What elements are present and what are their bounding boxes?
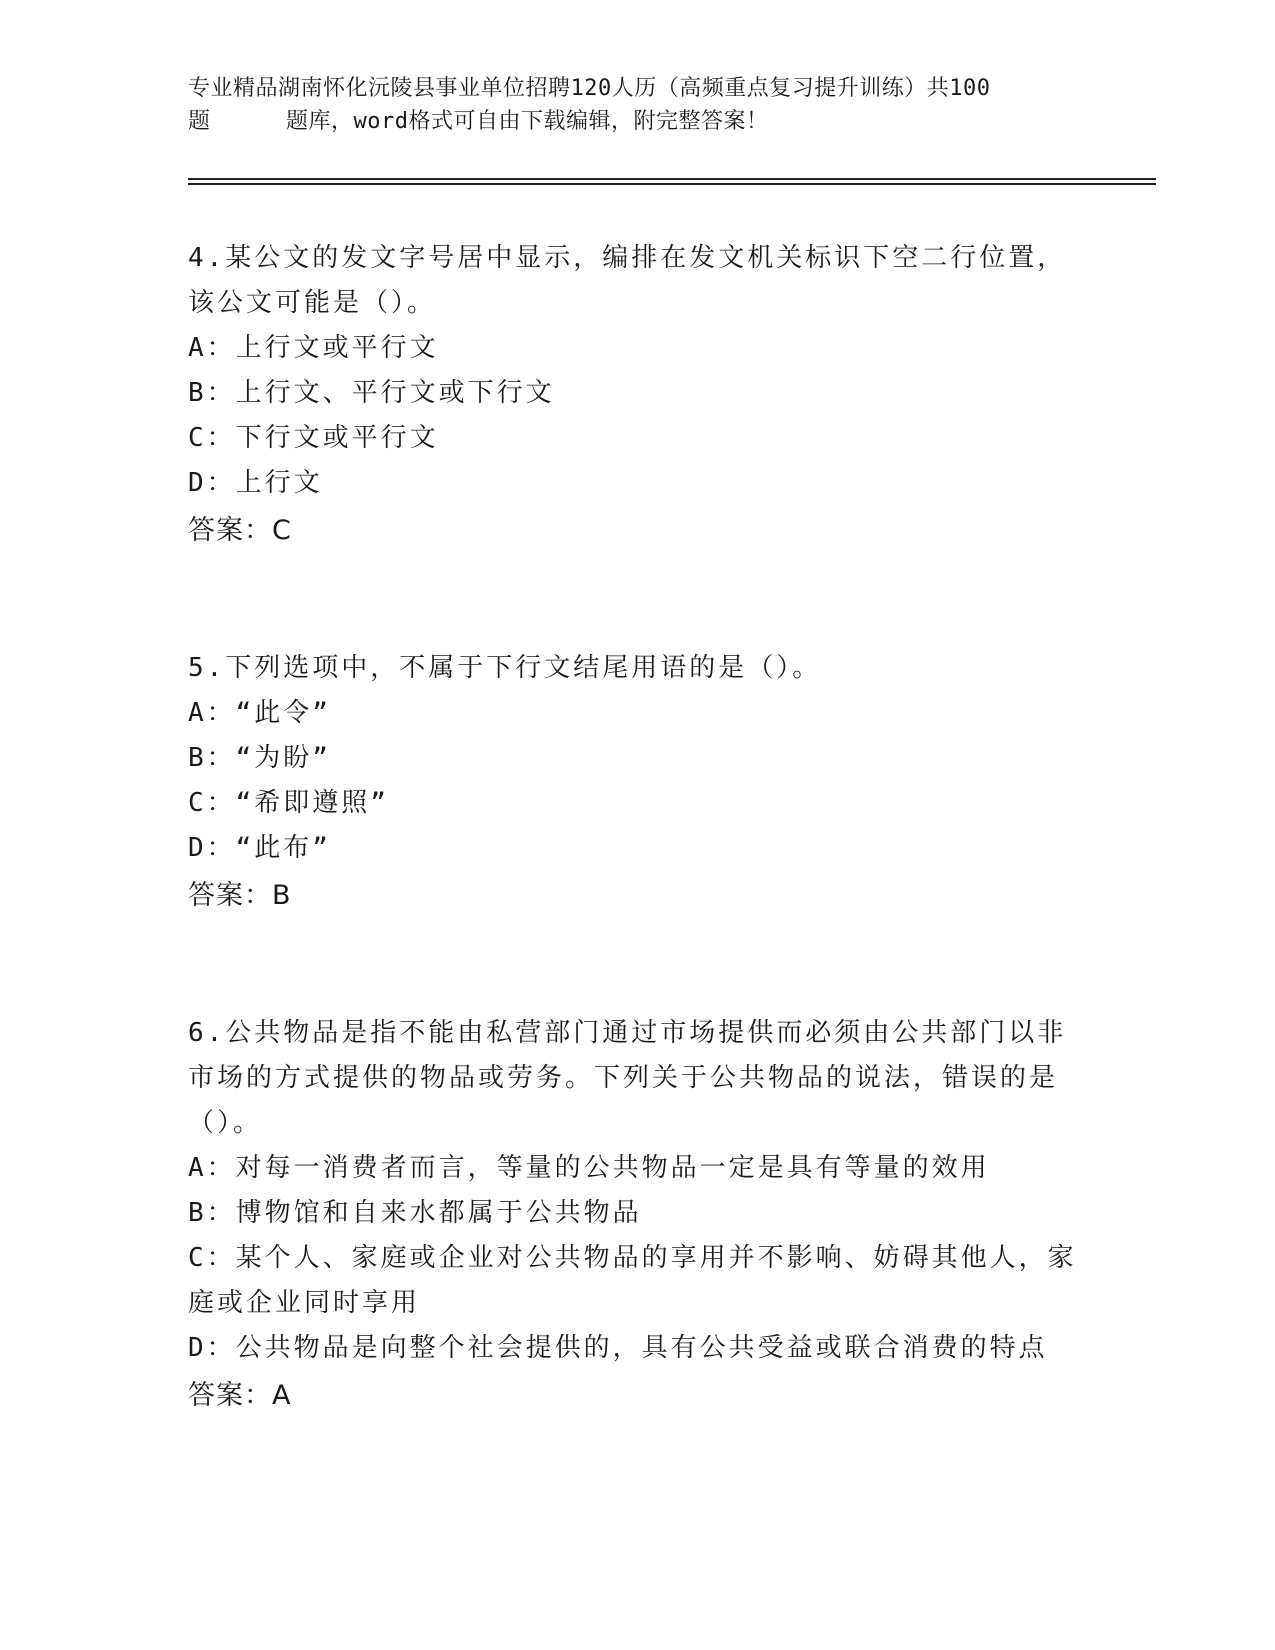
question-spacer [188, 553, 1088, 646]
option-d: D：上行文 [188, 468, 323, 498]
header-divider-bottom [188, 183, 1156, 185]
option-c: C：某个人、家庭或企业对公共物品的享用并不影响、妨碍其他人，家庭或企业同时享用 [188, 1243, 1077, 1318]
header-divider-top [188, 178, 1156, 180]
answer: 答案：C [188, 515, 292, 546]
question-stem: 6.公共物品是指不能由私营部门通过市场提供而必须由公共部门以非市场的方式提供的物品或劳务。下列关于公共物品的说法，错误的是（）。 [188, 1018, 1067, 1138]
question-spacer [188, 918, 1088, 1011]
header-title-line2 [188, 105, 1088, 138]
option-b: B：“为盼” [188, 743, 331, 773]
answer: 答案：A [188, 1380, 292, 1411]
option-d: D：公共物品是向整个社会提供的，具有公共受益或联合消费的特点 [188, 1333, 1048, 1363]
header-title-line2-text: 题库，word格式可自由下载编辑，附完整答案！ [286, 109, 769, 134]
question-4 [188, 236, 1088, 553]
answer: 答案：B [188, 880, 292, 911]
option-a: A：对每一消费者而言，等量的公共物品一定是具有等量的效用 [188, 1153, 990, 1183]
question-stem: 4.某公文的发文字号居中显示，编排在发文机关标识下空二行位置，该公文可能是（）。 [188, 243, 1067, 318]
option-c: C：下行文或平行文 [188, 423, 439, 453]
question-5 [188, 646, 1088, 918]
header-title-line1: 专业精品湖南怀化沅陵县事业单位招聘120人历（高频重点复习提升训练）共100 [188, 76, 991, 101]
option-b: B：上行文、平行文或下行文 [188, 378, 555, 408]
question-list [188, 236, 1088, 1418]
option-d: D：“此布” [188, 833, 331, 863]
option-b: B：博物馆和自来水都属于公共物品 [188, 1198, 642, 1228]
document-header [188, 72, 1088, 138]
option-a: A：上行文或平行文 [188, 333, 439, 363]
option-c: C：“希即遵照” [188, 788, 389, 818]
question-stem: 5.下列选项中，不属于下行文结尾用语的是（）。 [188, 653, 822, 683]
option-a: A：“此令” [188, 698, 331, 728]
header-title-line2-prefix: 题 [188, 109, 211, 134]
question-6 [188, 1011, 1088, 1418]
